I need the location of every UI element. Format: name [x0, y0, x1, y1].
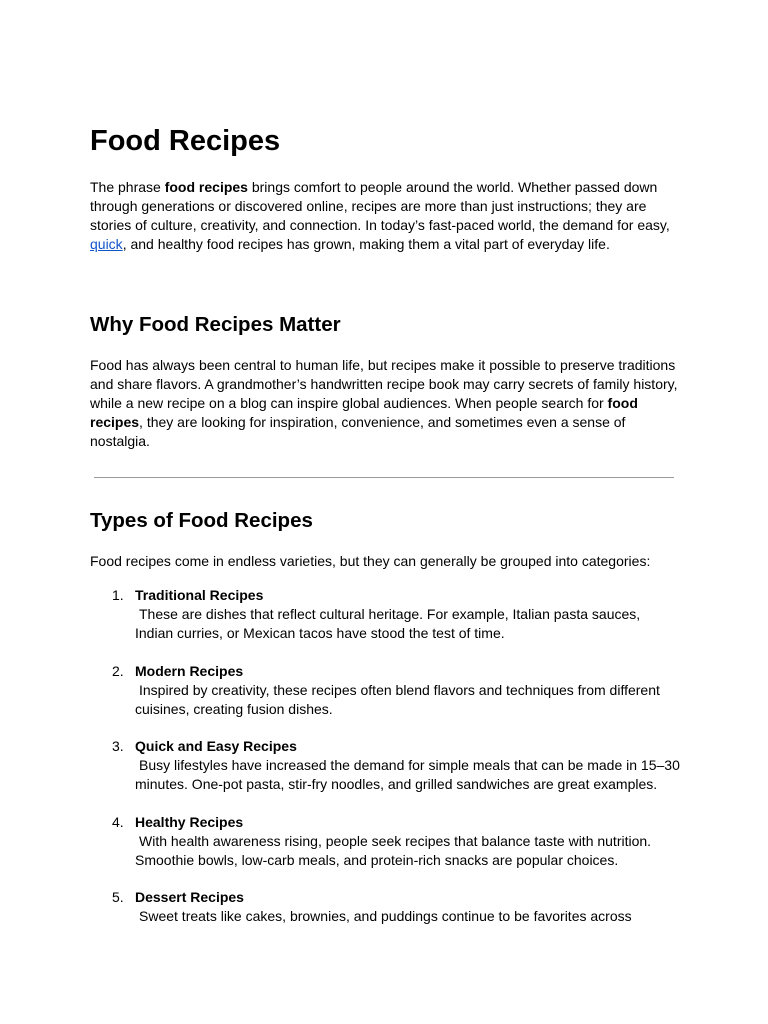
why-text-2: , they are looking for inspiration, convenience, and sometimes even a sense of nostalgia. — [90, 414, 626, 449]
why-heading: Why Food Recipes Matter — [90, 313, 341, 336]
list-item-number: 2. — [112, 662, 124, 679]
types-heading: Types of Food Recipes — [90, 509, 313, 532]
list-item — [90, 662, 680, 719]
types-intro-paragraph: Food recipes come in endless varieties, but they can generally be grouped into categories: — [90, 553, 651, 569]
intro-paragraph — [90, 178, 678, 254]
why-text-1: Food has always been central to human life, but recipes make it possible to preserve traditions and share flavors. A grandmother’s handwritten recipe book may carry secrets of family history, while a new recipe on a blog can inspire global audiences. When people search for — [90, 357, 678, 411]
list-item-title: Healthy Recipes — [135, 813, 244, 830]
list-item-title: Traditional Recipes — [135, 587, 264, 603]
intro-bold-keyword: food recipes — [164, 179, 248, 195]
quick-link[interactable]: quick — [90, 236, 123, 252]
list-item-number: 5. — [112, 889, 124, 905]
intro-text-1: The phrase — [90, 179, 165, 195]
list-item-title: Dessert Recipes — [135, 889, 244, 905]
intro-text-2: brings comfort to people around the world. Whether passed down through generations or discovered online, recipes are more than just instructions; they are stories of culture, creativity, and connection. In today’s fast-paced world, the demand for easy, — [90, 179, 670, 233]
list-item-title: Modern Recipes — [135, 662, 244, 679]
list-item-description: These are dishes that reflect cultural heritage. For example, Italian pasta sauces, Indian curries, or Mexican tacos have stood the test of time. — [135, 606, 641, 641]
why-bold-keyword: food recipes — [90, 395, 638, 430]
list-item-title: Quick and Easy Recipes — [135, 738, 297, 754]
recipe-types-list — [90, 586, 680, 945]
list-item — [90, 813, 680, 870]
list-item — [90, 888, 680, 926]
list-item — [90, 737, 680, 794]
list-item-number: 4. — [112, 813, 124, 830]
list-item-description: Inspired by creativity, these recipes often blend flavors and techniques from different cuisines, creating fusion dishes. — [135, 681, 660, 717]
horizontal-divider — [94, 477, 674, 478]
list-item-description: Busy lifestyles have increased the demand for simple meals that can be made in 15–30 minutes. One-pot pasta, stir-fry noodles, and grilled sandwiches are great examples. — [135, 757, 680, 792]
list-item-number: 1. — [112, 587, 124, 603]
page-title: Food Recipes — [90, 125, 281, 157]
list-item-description: With health awareness rising, people seek recipes that balance taste with nutrition. Smoothie bowls, low-carb meals, and protein-rich snacks are popular choices. — [135, 832, 652, 868]
intro-text-3: , and healthy food recipes has grown, making them a vital part of everyday life. — [122, 236, 610, 252]
list-item — [90, 586, 680, 643]
why-paragraph — [90, 356, 678, 451]
list-item-description: Sweet treats like cakes, brownies, and puddings continue to be favorites across — [139, 908, 632, 924]
list-item-number: 3. — [112, 738, 124, 754]
